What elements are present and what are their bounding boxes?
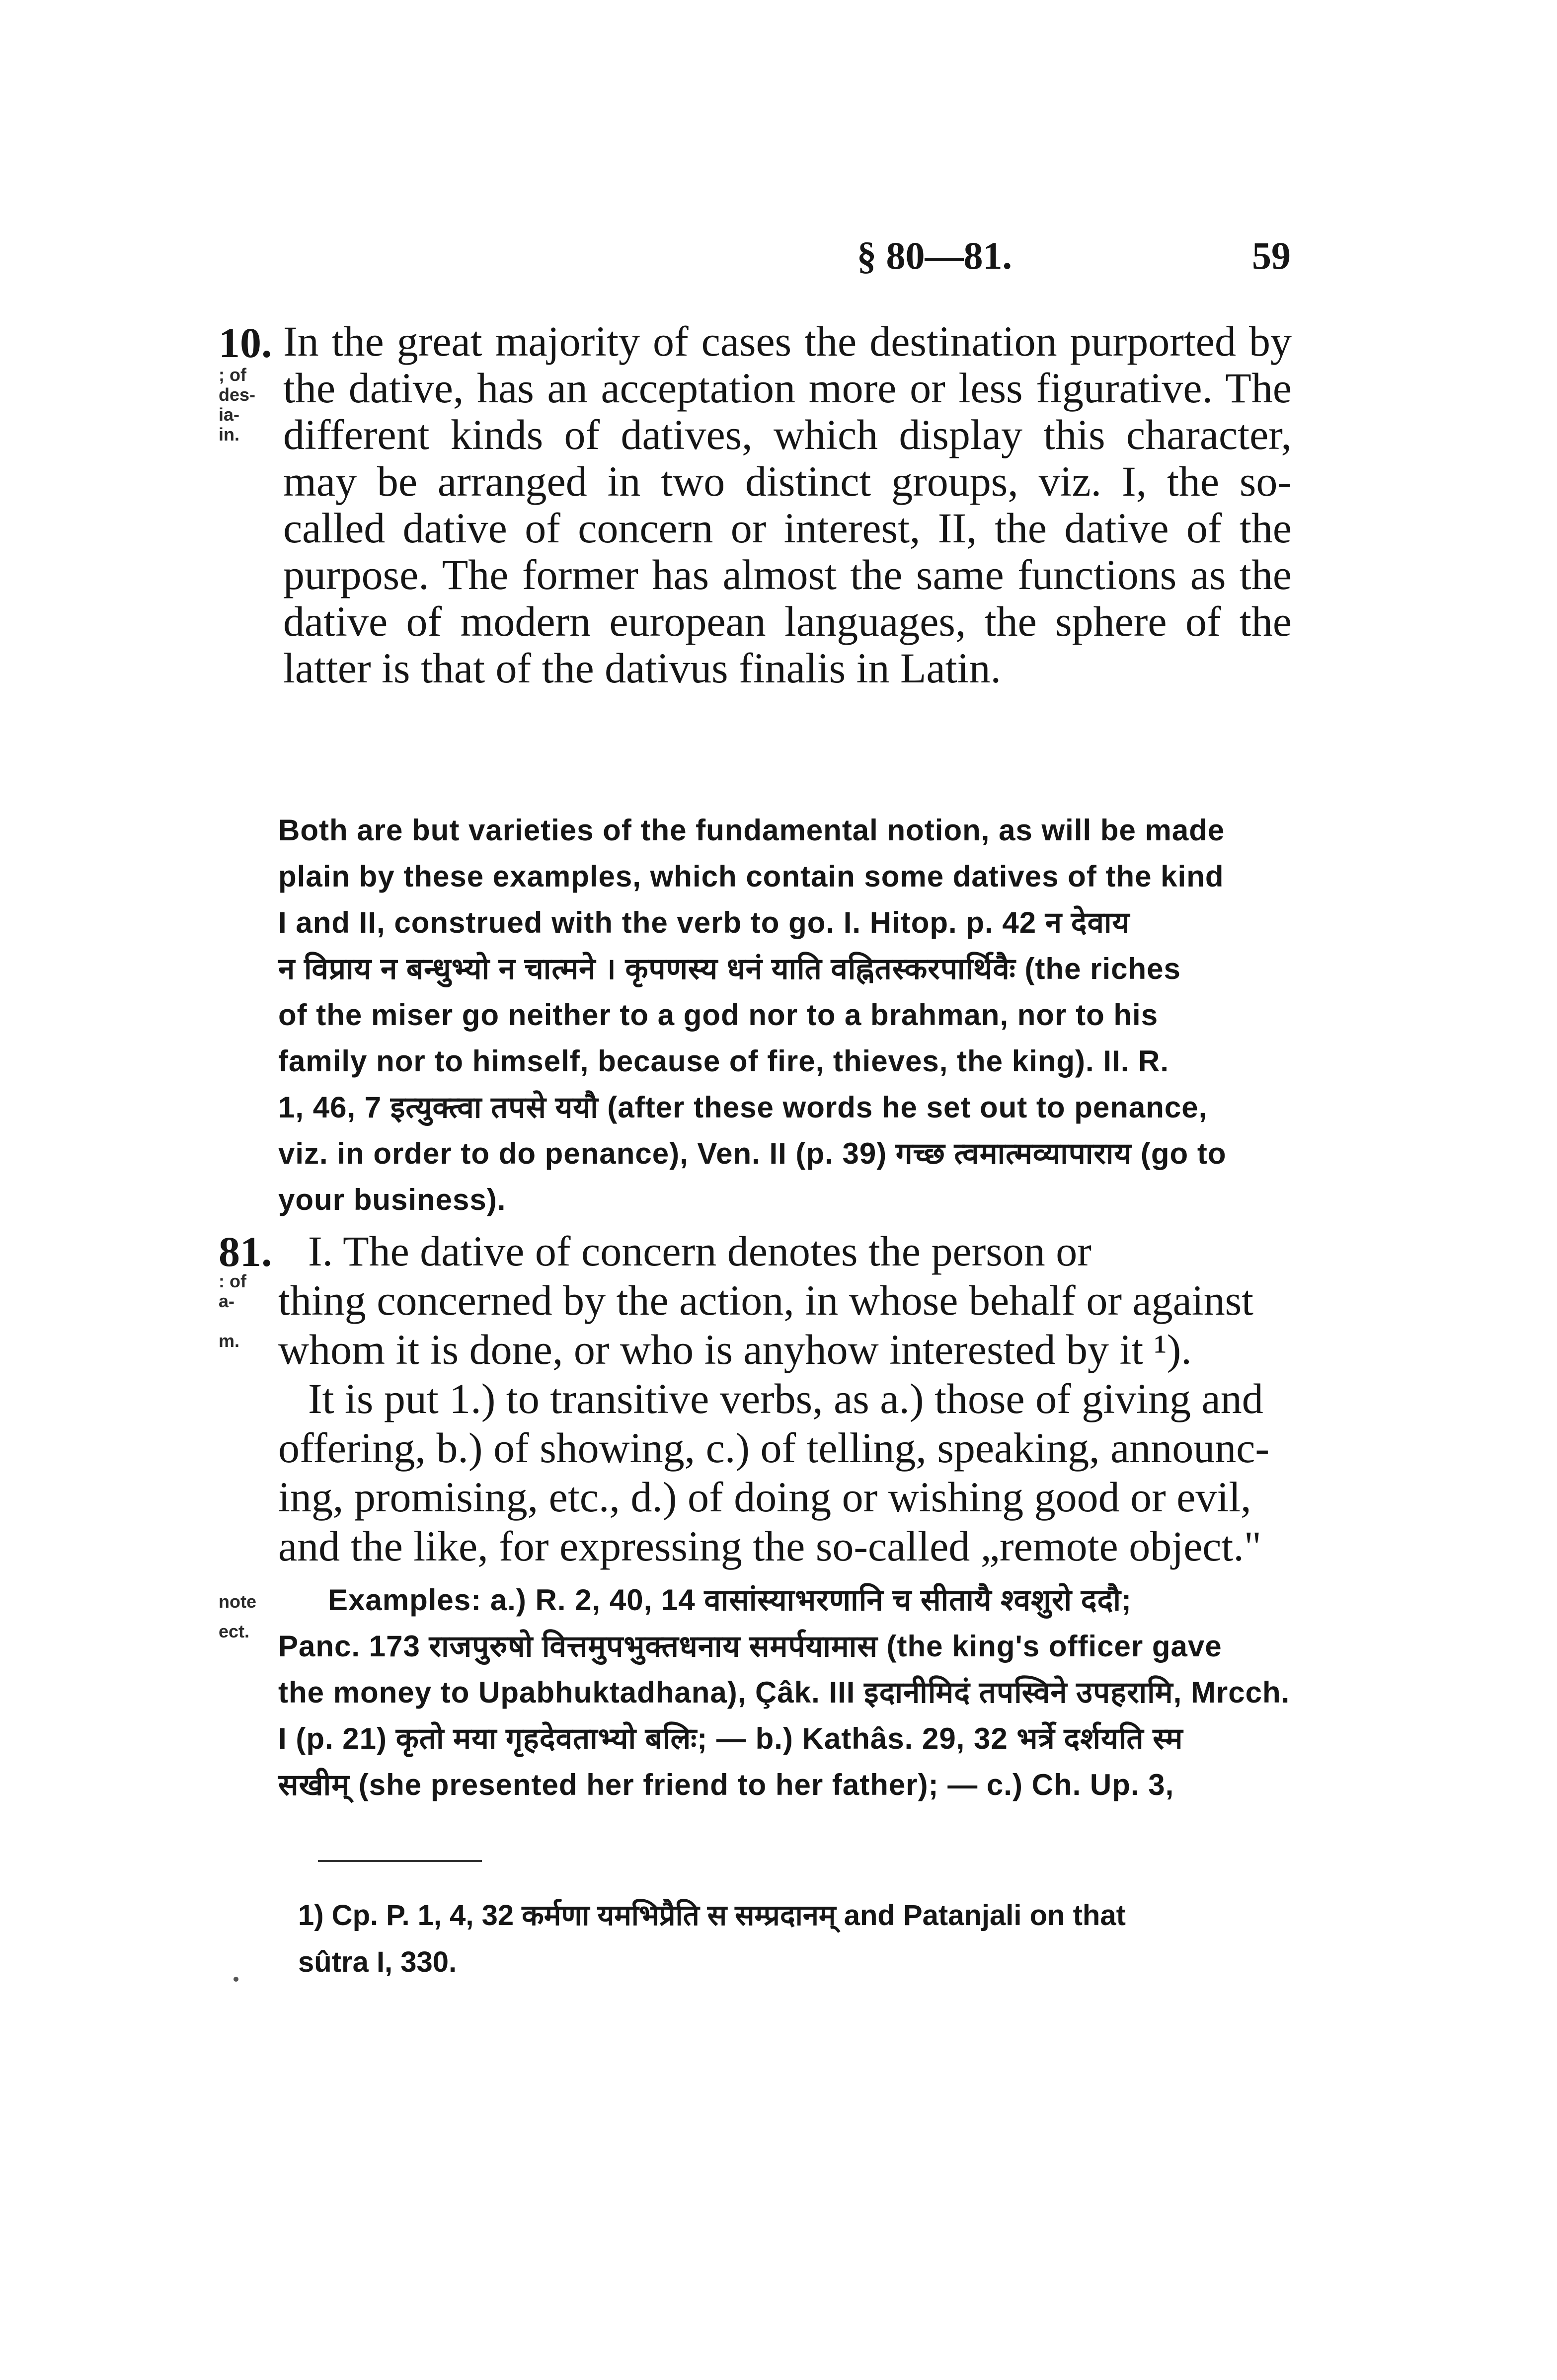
note-line: Panc. 173 राजपुरुषो वित्तमुपभुक्तधनाय समर्पयामास (the king's officer gave — [278, 1630, 1222, 1663]
paragraph-line: ing, promising, etc., d.) of doing or wishing good or evil, — [278, 1473, 1251, 1521]
note-line: viz. in order to do penance), Ven. II (p. 39) गच्छ त्वमात्मव्यापाराय (go to — [278, 1137, 1227, 1170]
paragraph-80-text: In the great majority of cases the destination purported by the dative, has an acceptation more or less figurative. The different kinds of datives, which display this character, may be arranged in two distinct groups, viz. I, the so-called dative of concern or interest, II, the dative of the purpose. The former has almost the same functions as the dative of modern european languages, the sphere of the latter is that of the dativus finalis in Latin. — [283, 317, 1292, 692]
margin-note-80 — [219, 365, 255, 445]
note-line: I (p. 21) कृतो मया गृहदेवताभ्यो बलिः; — b.) Kathâs. 29, 32 भर्त्रे दर्शयति स्म — [278, 1722, 1183, 1755]
margin-line: ect. — [219, 1621, 250, 1641]
stray-mark — [234, 1977, 238, 1982]
margin-note-81 — [219, 1271, 246, 1351]
margin-line: des- — [219, 384, 256, 405]
margin-line: : of — [219, 1271, 246, 1291]
paragraph-line: and the like, for expressing the so-called „remote object." — [278, 1522, 1261, 1570]
footnote-rule — [318, 1860, 482, 1862]
note-line: सखीम् (she presented her friend to her father); — c.) Ch. Up. 3, — [278, 1768, 1174, 1801]
note-line: plain by these examples, which contain some datives of the kind — [278, 860, 1224, 893]
paragraph-line: It is put 1.) to transitive verbs, as a.) those of giving and — [308, 1375, 1263, 1422]
footnote-line: sûtra I, 330. — [298, 1946, 457, 1978]
note-line: I and II, construed with the verb to go. I. Hitop. p. 42 न देवाय — [278, 906, 1130, 939]
note-line: Examples: a.) R. 2, 40, 14 वासांस्याभरणानि च सीतायै श्वशुरो ददौ; — [328, 1583, 1132, 1617]
paragraph-number-81: 81. — [219, 1228, 272, 1275]
footnote-line: 1) Cp. P. 1, 4, 32 कर्मणा यमभिप्रैति स सम्प्रदानम् and Patanjali on that — [298, 1899, 1126, 1932]
note-line: your business). — [278, 1183, 506, 1216]
footnote — [298, 1892, 1292, 1986]
paragraph-line: whom it is done, or who is anyhow interested by it ¹). — [278, 1326, 1192, 1373]
note-line: 1, 46, 7 इत्युक्त्वा तपसे ययौ (after these words he set out to penance, — [278, 1091, 1208, 1124]
margin-line: ia- — [219, 404, 240, 425]
margin-note-81b — [219, 1592, 256, 1641]
margin-line: m. — [219, 1331, 240, 1351]
paragraph-line: offering, b.) of showing, c.) of telling, speaking, announc- — [278, 1424, 1270, 1472]
note-80 — [278, 807, 1292, 1223]
paragraph-line: thing concerned by the action, in whose behalf or against — [278, 1276, 1254, 1324]
paragraph-line: I. The dative of concern denotes the person or — [308, 1227, 1091, 1275]
margin-line: in. — [219, 424, 239, 445]
note-line: the money to Upabhuktadhana), Çâk. III इदानीमिदं तपस्विने उपहरामि, Mrcch. — [278, 1676, 1290, 1709]
page-header — [0, 233, 1557, 293]
note-line: of the miser go neither to a god nor to a brahman, nor to his — [278, 998, 1159, 1032]
margin-line: a- — [219, 1291, 235, 1311]
margin-line: note — [219, 1591, 256, 1612]
note-line: न विप्राय न बन्धुभ्यो न चात्मने । कृपणस्य धनं याति वह्नितस्करपार्थिवैः (the riches — [278, 952, 1181, 985]
note-81 — [278, 1577, 1292, 1808]
paragraph-81-text — [278, 1227, 1292, 1571]
paragraph-number-80: 10. — [219, 319, 272, 367]
margin-line: ; of — [219, 365, 246, 385]
note-line: family nor to himself, because of fire, thieves, the king). II. R. — [278, 1044, 1169, 1078]
section-reference: § 80—81. — [857, 234, 1012, 277]
note-line: Both are but varieties of the fundamental notion, as will be made — [278, 814, 1225, 847]
page-number: 59 — [1252, 234, 1291, 277]
